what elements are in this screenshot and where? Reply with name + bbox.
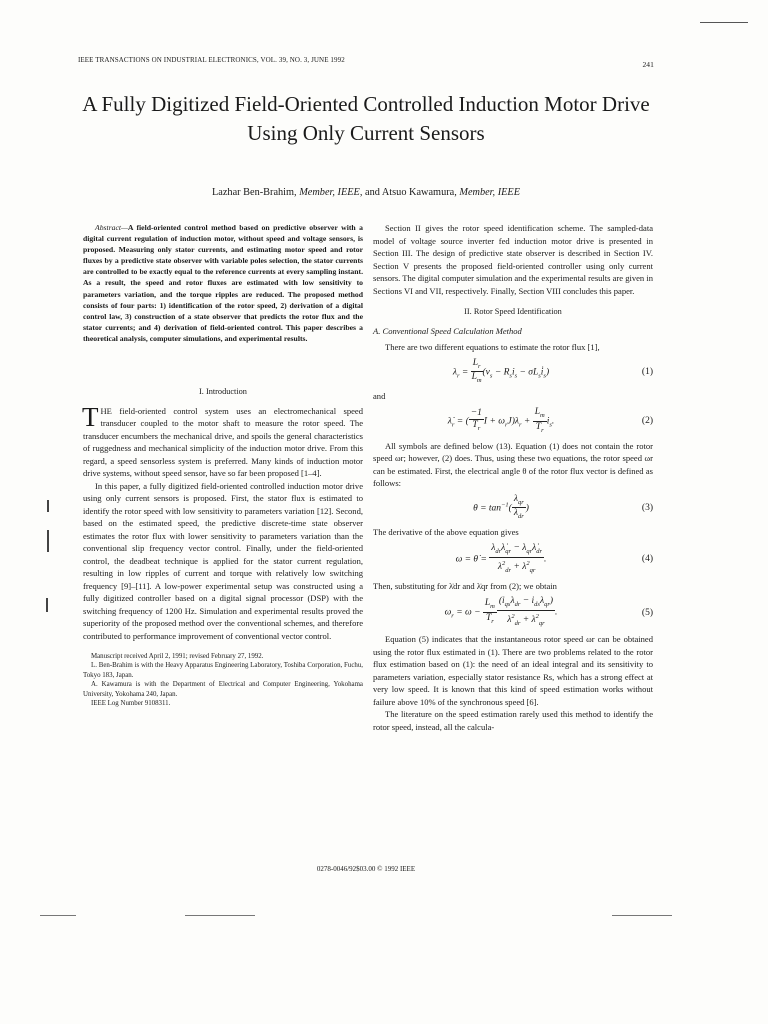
- author-2-affiliation: Member, IEEE: [459, 187, 520, 198]
- intro-paragraph-1-text: HE field-oriented control system uses an electromechanical speed transducer coupled to the motor shaft to measure the rotor speed. The transducer encumbers the mechanical drive, and spoils the general characteristics of ruggedness and mechanical simplicity of the induction motor drive. From this regard, a speed sensorless system is preferred. Many kinds of induction motor drive systems, without speed sensor, have so far been proposed [1–4].: [83, 405, 363, 479]
- equation-5: [373, 596, 653, 629]
- footnote-author-2: A. Kawamura is with the Department of Electrical and Computer Engineering, Yokohama University, Yokohama 240, Japan.: [83, 681, 363, 698]
- margin-mark: [47, 500, 49, 512]
- running-head: [78, 56, 654, 69]
- equation-2: [373, 407, 653, 436]
- equation-5-body: $\omega_r = \omega$ − $\frac{L_m}{T_r}$ $\frac{(i_{qs}\lambda_{dr} - i_{ds}\lambda_{qr})}{\lambda^2_{dr} + \lambda^2_{qr}}$ .: [444, 596, 558, 628]
- outline-paragraph: Section II gives the rotor speed identification scheme. The sampled-data model of voltage source inverter fed induction motor drive is presented in Section III. The design of predictive state observer is described in Section IV. Section V presents the proposed field-oriented controller using only current sensors. The digital computer simulation and the experimental results are given in Sections VI and VII, respectively. Finally, Section VIII concludes this paper.: [373, 223, 653, 296]
- paragraph-flux-equations: There are two different equations to estimate the rotor flux [1],: [385, 342, 600, 352]
- equation-4: [373, 543, 653, 576]
- author-line: [78, 187, 654, 198]
- section-heading-introduction: I. Introduction: [199, 387, 247, 397]
- paragraph-literature: The literature on the speed estimation rarely used this method to identify the rotor speed, instead, all the calcula-: [373, 709, 653, 732]
- paper-title: A Fully Digitized Field-Oriented Controlled Induction Motor Drive Using Only Current Sensors: [82, 92, 650, 145]
- left-column: [83, 222, 363, 708]
- scan-artifact-line: [40, 915, 76, 916]
- footnote-log-number: IEEE Log Number 9108311.: [91, 700, 171, 708]
- equation-4-body: ω = θ̇ = $\frac{\lambda_{dr}\lambdȧ_{qr} - \lambda_{qr}\lambdȧ_{dr}}{\lambda^2_{dr} + \lambda^2_{qr}}$ .: [455, 542, 547, 574]
- paragraph-equation-5: Equation (5) indicates that the instantaneous rotor speed ωr can be obtained using the rotor flux estimated in (1). There are two problems related to the rotor flux estimation based on (1): the need of an ideal integral and its sensitivity to parameters variation, especially stator resistance Rs, which has a strong effect at very low speed. It is known that this kind of speed estimation works without failure above 10% of the synchronous speed [6].: [373, 634, 653, 707]
- abstract-label: Abstract—: [95, 223, 128, 232]
- abstract-text: A field-oriented control method based on predictive observer with a digital current regulation of induction motor, without speed and voltage sensors, is proposed. Measuring only stator currents, and estimating motor speed and rotor fluxes by a predictive state observer with variable poles selection, the stator currents are controlled to be exactly equal to the reference currents at every sampling instant. As a result, the speed and rotor fluxes are estimated with low sensitivity to parameters variation, and the torque ripples are reduced. The proposed method consists of four parts: 1) identification of the rotor speed, 2) derivation of a digital control law, 3) construction of a state observer that predicts the rotor flux and the stator currents; and 4) derivation of field-oriented control. This paper describes a theoretical analysis, computer simulations, and experimental results.: [83, 223, 363, 343]
- corner-rule: [700, 22, 748, 23]
- equation-1-body: $\lambda_r$ = $\frac{L_r}{L_m}$ ($v_s - R_si_s$ − $\sigma L_si̇_s$): [452, 357, 550, 385]
- equation-2-number: (2): [641, 415, 653, 426]
- footnote-received: Manuscript received April 2, 1991; revised February 27, 1992.: [91, 653, 264, 661]
- author-2: and Atsuo Kawamura,: [365, 187, 457, 198]
- equation-1-number: (1): [641, 366, 653, 377]
- author-1: Lazhar Ben-Brahim,: [212, 187, 297, 198]
- equation-4-number: (4): [641, 554, 653, 565]
- equation-5-number: (5): [641, 607, 653, 618]
- equation-3: [373, 494, 653, 523]
- scan-artifact-line: [612, 915, 672, 916]
- paragraph-symbols: All symbols are defined below (13). Equation (1) does not contain the rotor speed ωr; however, (2) does. Thus, using these two equations, the rotor speed ωr can be estimated. First, the electrical angle θ of the rotor flux vector is defined as follows:: [373, 440, 653, 489]
- equation-1: [373, 358, 653, 387]
- and-text: and: [373, 391, 386, 402]
- footnotes: [83, 652, 363, 708]
- drop-cap: T: [82, 401, 99, 432]
- author-1-affiliation: Member, IEEE,: [299, 187, 363, 198]
- section-heading-rotor-speed: II. Rotor Speed Identification: [464, 307, 562, 316]
- footnote-author-1: L. Ben-Brahim is with the Heavy Apparatus Engineering Laboratory, Toshiba Corporation, Fuchu, Tokyo 183, Japan.: [83, 662, 363, 679]
- abstract: [83, 222, 363, 344]
- equation-3-body: $\theta = \tan^{-1}$( $\frac{\lambda_{qr}}{\lambda_{dr}}$ ): [473, 493, 529, 521]
- paragraph-derivative: The derivative of the above equation gives: [373, 527, 519, 538]
- equation-2-body: $\lambdȧ_r$ = ( $\frac{-1}{T_r}$ $I + \omega_rJ)\lambda_r$ + $\frac{L_m}{T_r}$ $i_s$.: [447, 406, 555, 434]
- intro-paragraph-1: [82, 401, 363, 480]
- subsection-heading: A. Conventional Speed Calculation Method: [373, 325, 522, 336]
- paragraph-substitution: Then, substituting for λ̇dr and λ̇qr from (2); we obtain: [373, 580, 557, 591]
- page-number: 241: [642, 60, 654, 69]
- right-column: [373, 222, 653, 733]
- copyright-line: 0278-0046/92$03.00 © 1992 IEEE: [316, 865, 416, 873]
- margin-mark: [47, 530, 49, 552]
- journal-line: IEEE TRANSACTIONS ON INDUSTRIAL ELECTRONICS, VOL. 39, NO. 3, JUNE 1992: [78, 56, 345, 64]
- intro-paragraph-2: In this paper, a fully digitized field-oriented controlled induction motor drive using only current sensors is proposed. First, the stator flux is estimated to identify the rotor speed with low sensitivity to parameters variation [12]. Second, based on the estimated speed, the predictive discrete-time state observer estimates the rotor flux with lower sensitivity to parameters variation than the conventional slip frequency vector control. Finally, under the field-oriented control, the deadbeat technique is applied for the stator current regulation, resulting in low ripples of current and torque with relatively low switching frequency [9]–[11]. A low-power experimental setup was constructed using a fully digitized controller based on a digital signal processor (DSP) with the switching frequency of 1200 Hz. Simulation and experimental results proved the superiority of the proposed method over the conventional schemes, and therefore contributed to performance improvement of conventional vector control.: [83, 480, 363, 641]
- equation-3-number: (3): [641, 502, 653, 513]
- margin-mark: [46, 598, 48, 612]
- scan-artifact-line: [185, 915, 255, 916]
